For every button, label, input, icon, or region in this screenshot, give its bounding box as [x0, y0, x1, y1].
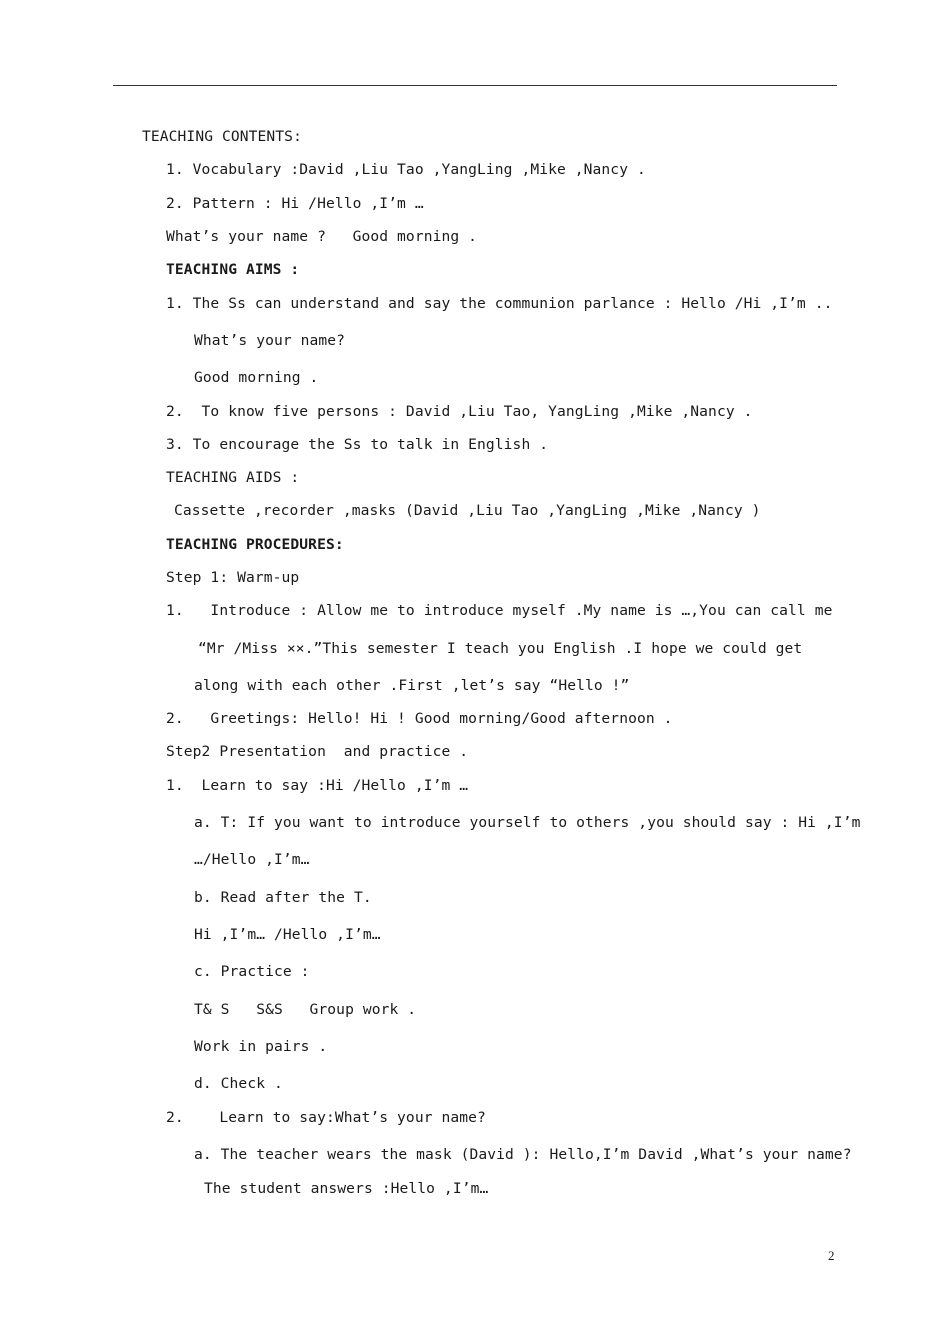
- text-line: What’s your name ? Good morning .: [166, 228, 478, 245]
- text-line: b. Read after the T.: [194, 889, 372, 906]
- text-line: 1. The Ss can understand and say the communion parlance : Hello /Hi ,I’m ..: [166, 295, 833, 312]
- text-line: c. Practice :: [194, 963, 310, 980]
- text-line: a. T: If you want to introduce yourself to others ,you should say : Hi ,I’m: [194, 814, 861, 831]
- text-line: “Mr /Miss ××.”This semester I teach you English .I hope we could get: [198, 640, 803, 657]
- text-line: 1. Introduce : Allow me to introduce myself .My name is …,You can call me: [166, 602, 833, 619]
- step-heading: Step 1: Warm-up: [166, 569, 300, 586]
- header-rule: [113, 85, 837, 86]
- text-line: Good morning .: [194, 369, 319, 386]
- heading-teaching-contents: TEACHING CONTENTS:: [142, 128, 302, 145]
- page-number: 2: [828, 1248, 835, 1263]
- text-line: along with each other .First ,let’s say “Hello !”: [194, 677, 630, 694]
- heading-teaching-aims: TEACHING AIMS :: [166, 261, 300, 278]
- text-line: …/Hello ,I’m…: [194, 851, 310, 868]
- text-line: 3. To encourage the Ss to talk in English .: [166, 436, 549, 453]
- text-line: a. The teacher wears the mask (David ): Hello,I’m David ,What’s your name?: [194, 1146, 852, 1163]
- text-line: The student answers :Hello ,I’m…: [204, 1180, 489, 1197]
- text-line: d. Check .: [194, 1075, 283, 1092]
- text-line: Cassette ,recorder ,masks (David ,Liu Tao ,YangLing ,Mike ,Nancy ): [174, 502, 761, 519]
- text-line: T& S S&S Group work .: [194, 1001, 417, 1018]
- step-heading: Step2 Presentation and practice .: [166, 743, 469, 760]
- text-line: 2. To know five persons : David ,Liu Tao, YangLing ,Mike ,Nancy .: [166, 403, 753, 420]
- text-line: 2. Pattern : Hi /Hello ,I’m …: [166, 195, 424, 212]
- text-line: Hi ,I’m… /Hello ,I’m…: [194, 926, 381, 943]
- heading-teaching-procedures: TEACHING PROCEDURES:: [166, 536, 344, 553]
- heading-teaching-aids: TEACHING AIDS :: [166, 469, 300, 486]
- text-line: 2. Learn to say:What’s your name?: [166, 1109, 486, 1126]
- text-line: Work in pairs .: [194, 1038, 328, 1055]
- text-line: 2. Greetings: Hello! Hi ! Good morning/Good afternoon .: [166, 710, 673, 727]
- text-line: 1. Learn to say :Hi /Hello ,I’m …: [166, 777, 469, 794]
- text-line: What’s your name?: [194, 332, 346, 349]
- text-line: 1. Vocabulary :David ,Liu Tao ,YangLing ,Mike ,Nancy .: [166, 161, 646, 178]
